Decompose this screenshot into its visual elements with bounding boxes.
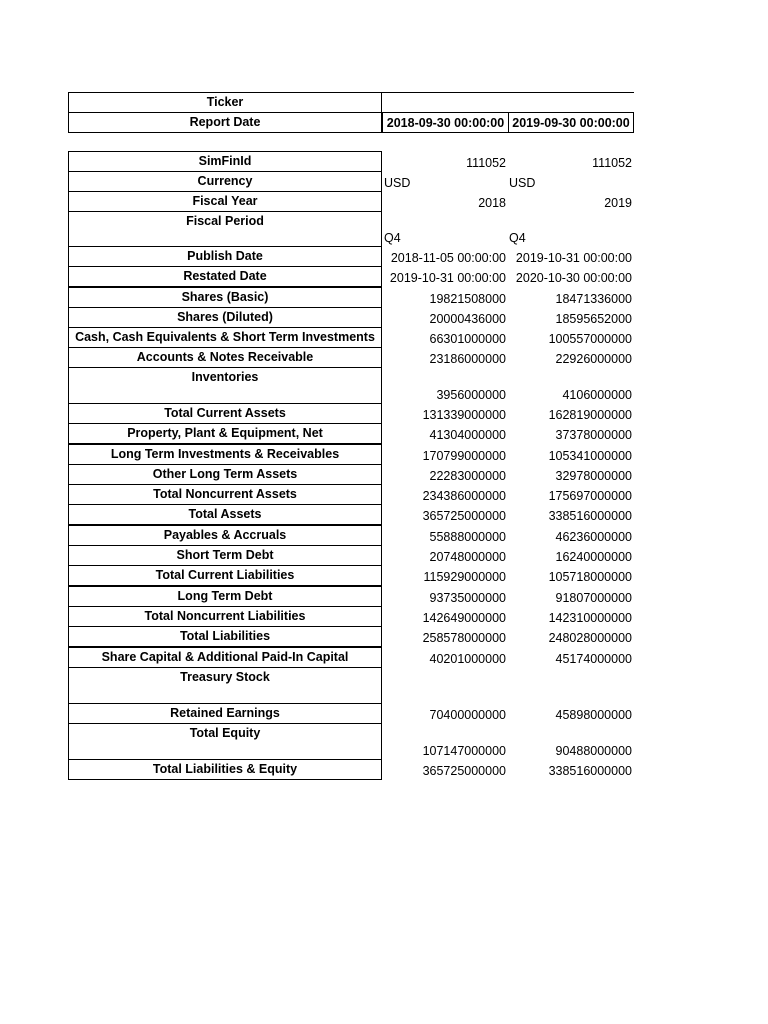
row-label: Total Equity xyxy=(68,723,382,760)
row-label: Currency xyxy=(68,171,382,192)
row-label: Long Term Investments & Receivables xyxy=(68,444,382,465)
row-value-2019: 162819000000 xyxy=(548,408,632,422)
report-date-label: Report Date xyxy=(68,112,382,133)
report-date-1: 2018-09-30 00:00:00 xyxy=(382,112,509,133)
row-value-2018: USD xyxy=(384,176,411,190)
row-value-2018: 66301000000 xyxy=(429,332,506,346)
row-value-2019: 32978000000 xyxy=(555,469,632,483)
row-value-2018 xyxy=(386,667,508,704)
row-value-2018: 3956000000 xyxy=(436,388,506,402)
row-label: Total Current Liabilities xyxy=(68,565,382,586)
row-label: Total Noncurrent Assets xyxy=(68,484,382,505)
row-label: Total Assets xyxy=(68,504,382,525)
row-value-2019: 111052 xyxy=(592,156,632,170)
row-value-2019: 105718000000 xyxy=(548,570,632,584)
row-value-2018: 365725000000 xyxy=(422,764,506,778)
row-value-2018: 41304000000 xyxy=(429,428,506,442)
row-value-2018: 40201000000 xyxy=(429,652,506,666)
row-value-2018: 234386000000 xyxy=(422,489,506,503)
row-value-2018: 131339000000 xyxy=(422,408,506,422)
row-value-2019: 45898000000 xyxy=(555,708,632,722)
row-label: Total Liabilities & Equity xyxy=(68,759,382,780)
row-label: Other Long Term Assets xyxy=(68,464,382,485)
row-value-2019: 142310000000 xyxy=(548,611,632,625)
row-value-2018: 20748000000 xyxy=(429,550,506,564)
row-value-2018: 111052 xyxy=(466,156,506,170)
row-value-2019: 338516000000 xyxy=(548,509,632,523)
row-label: Property, Plant & Equipment, Net xyxy=(68,423,382,444)
row-value-2019: 2020-10-30 00:00:00 xyxy=(515,271,632,285)
report-date-2: 2019-09-30 00:00:00 xyxy=(508,112,634,133)
row-value-2018: 115929000000 xyxy=(423,570,506,584)
row-value-2019: 46236000000 xyxy=(555,530,632,544)
row-value-2019: 2019-10-31 00:00:00 xyxy=(515,251,632,265)
row-value-2019: 4106000000 xyxy=(562,388,632,402)
row-value-2019: Q4 xyxy=(509,231,526,245)
row-value-2019: 45174000000 xyxy=(555,652,632,666)
row-label: Short Term Debt xyxy=(68,545,382,566)
row-value-2019: 90488000000 xyxy=(555,744,632,758)
row-value-2019: 18595652000 xyxy=(555,312,632,326)
row-value-2019: 248028000000 xyxy=(548,631,632,645)
row-value-2018: 19821508000 xyxy=(429,292,506,306)
row-label: SimFinId xyxy=(68,151,382,172)
row-label: Restated Date xyxy=(68,266,382,287)
row-label: Shares (Basic) xyxy=(68,287,382,308)
ticker-label: Ticker xyxy=(68,92,382,113)
row-label: Total Current Assets xyxy=(68,403,382,424)
row-label: Payables & Accruals xyxy=(68,525,382,546)
row-label: Retained Earnings xyxy=(68,703,382,724)
row-label: Publish Date xyxy=(68,246,382,267)
row-label: Total Liabilities xyxy=(68,626,382,647)
row-value-2018: 93735000000 xyxy=(429,591,506,605)
row-value-2018: 142649000000 xyxy=(422,611,506,625)
row-label: Cash, Cash Equivalents & Short Term Investments xyxy=(68,327,382,348)
row-value-2018: 70400000000 xyxy=(429,708,506,722)
row-value-2018: 107147000000 xyxy=(422,744,506,758)
row-value-2018: 258578000000 xyxy=(422,631,506,645)
row-value-2018: 55888000000 xyxy=(429,530,506,544)
row-label: Share Capital & Additional Paid-In Capital xyxy=(68,647,382,668)
row-value-2018: 22283000000 xyxy=(429,469,506,483)
ticker-value-area xyxy=(382,92,634,113)
row-value-2019: 338516000000 xyxy=(548,764,632,778)
row-value-2019: 18471336000 xyxy=(555,292,632,306)
row-label: Total Noncurrent Liabilities xyxy=(68,606,382,627)
row-value-2019: 91807000000 xyxy=(555,591,632,605)
row-value-2019: 16240000000 xyxy=(555,550,632,564)
row-value-2019: USD xyxy=(509,176,536,190)
row-value-2019: 105341000000 xyxy=(548,449,632,463)
row-label: Accounts & Notes Receivable xyxy=(68,347,382,368)
row-value-2018: Q4 xyxy=(384,231,401,245)
row-label: Fiscal Year xyxy=(68,191,382,212)
row-value-2018: 23186000000 xyxy=(429,352,506,366)
row-value-2019: 22926000000 xyxy=(555,352,632,366)
row-value-2019: 2019 xyxy=(604,196,632,210)
row-value-2018: 20000436000 xyxy=(429,312,506,326)
row-value-2019: 175697000000 xyxy=(548,489,632,503)
row-value-2019: 100557000000 xyxy=(548,332,632,346)
row-value-2018: 365725000000 xyxy=(422,509,506,523)
row-value-2018: 2018-11-05 00:00:00 xyxy=(390,251,506,265)
row-label: Treasury Stock xyxy=(68,667,382,704)
row-label: Inventories xyxy=(68,367,382,404)
row-value-2019 xyxy=(510,667,634,704)
row-label: Shares (Diluted) xyxy=(68,307,382,328)
row-value-2018: 170799000000 xyxy=(422,449,506,463)
row-label: Fiscal Period xyxy=(68,211,382,247)
row-value-2018: 2018 xyxy=(478,196,506,210)
row-value-2018: 2019-10-31 00:00:00 xyxy=(389,271,506,285)
row-label: Long Term Debt xyxy=(68,586,382,607)
row-value-2019: 37378000000 xyxy=(555,428,632,442)
